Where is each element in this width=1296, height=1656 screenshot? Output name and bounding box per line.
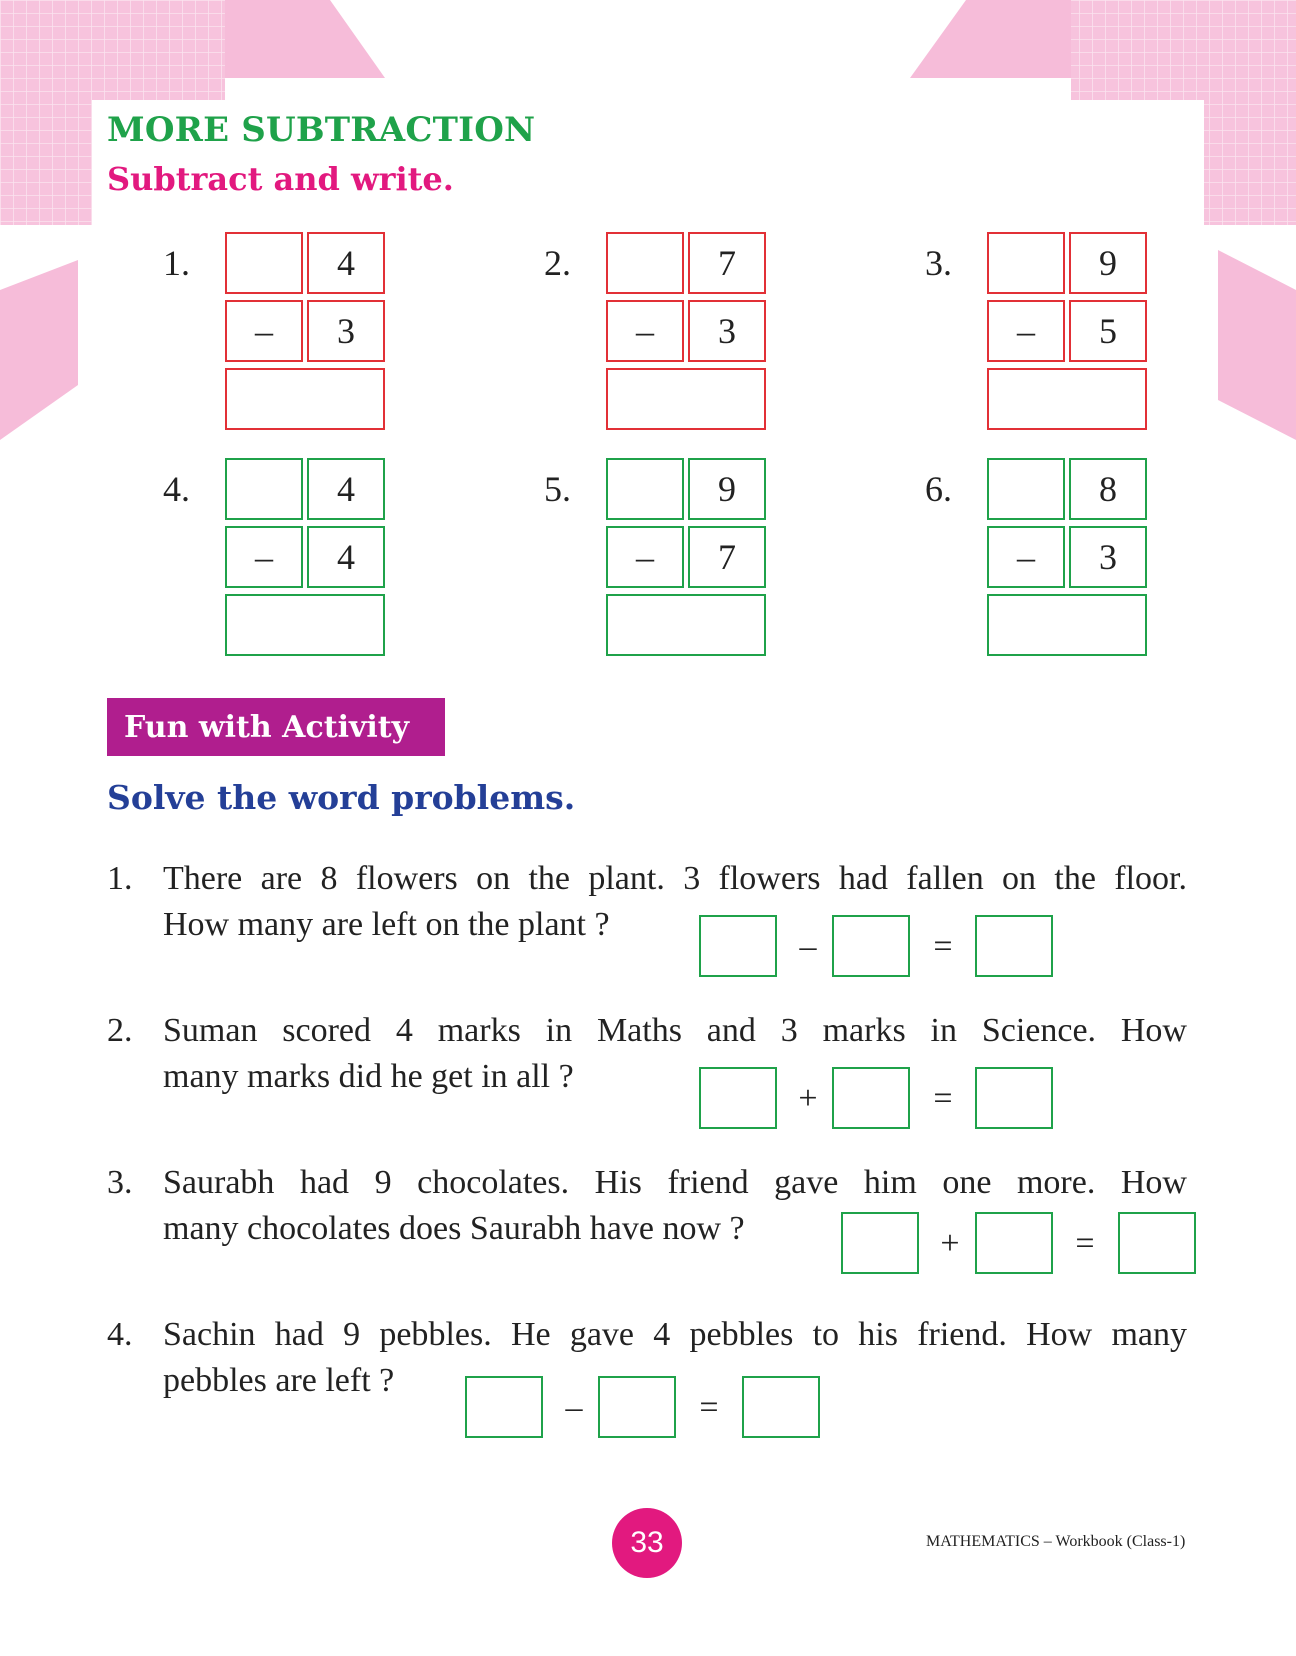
right-slant-shape	[1218, 250, 1296, 440]
answer-box-tens[interactable]	[987, 232, 1065, 294]
equals-sign: =	[1075, 1225, 1095, 1262]
operator-cell: –	[606, 526, 684, 588]
answer-box-result[interactable]	[975, 915, 1053, 977]
bottom-digit: 5	[1069, 300, 1147, 362]
operator-cell: –	[987, 300, 1065, 362]
answer-box-tens[interactable]	[225, 232, 303, 294]
answer-box-second[interactable]	[975, 1212, 1053, 1274]
word-problem-text: Sachin had 9 pebbles. He gave 4 pebbles to his friend. How many	[163, 1316, 1187, 1353]
operator-cell: –	[606, 300, 684, 362]
answer-box[interactable]	[606, 368, 766, 430]
operator-sign: –	[565, 1389, 583, 1426]
answer-box[interactable]	[225, 594, 385, 656]
word-problem-text: Saurabh had 9 chocolates. His friend gave him one more. How	[163, 1164, 1187, 1201]
answer-box-first[interactable]	[699, 915, 777, 977]
activity-banner-label: Fun with Activity	[124, 709, 410, 745]
answer-box[interactable]	[606, 594, 766, 656]
top-digit: 4	[307, 458, 385, 520]
word-problem-question: How many are left on the plant ?	[163, 906, 610, 943]
word-problem-number: 1.	[107, 860, 133, 897]
top-digit: 7	[688, 232, 766, 294]
right-grid-side	[1204, 90, 1296, 225]
answer-box-first[interactable]	[841, 1212, 919, 1274]
bottom-digit: 3	[688, 300, 766, 362]
top-digit: 8	[1069, 458, 1147, 520]
problem-number: 5.	[544, 469, 571, 509]
word-problem-question: many chocolates does Saurabh have now ?	[163, 1210, 745, 1247]
left-slant-shape	[0, 260, 78, 440]
word-problem-number: 2.	[107, 1012, 133, 1049]
answer-box[interactable]	[987, 368, 1147, 430]
word-problem-text: There are 8 flowers on the plant. 3 flowers had fallen on the floor.	[163, 860, 1187, 897]
answer-box-tens[interactable]	[606, 458, 684, 520]
page-number: 33	[630, 1526, 664, 1559]
book-title-footer: MATHEMATICS – Workbook (Class-1)	[926, 1533, 1186, 1550]
word-problems-instruction: Solve the word problems.	[107, 778, 576, 817]
top-digit: 9	[688, 458, 766, 520]
operator-cell: –	[225, 300, 303, 362]
section-title: MORE SUBTRACTION	[107, 110, 536, 150]
operator-cell: –	[987, 526, 1065, 588]
page-number-badge	[612, 1508, 682, 1578]
left-grid-side	[0, 90, 92, 225]
problem-number: 6.	[925, 469, 952, 509]
word-problem-question: pebbles are left ?	[163, 1362, 395, 1399]
answer-box-second[interactable]	[598, 1376, 676, 1438]
answer-box-result[interactable]	[742, 1376, 820, 1438]
equals-sign: =	[933, 1080, 953, 1117]
right-grid-top	[1071, 0, 1296, 100]
answer-box[interactable]	[225, 368, 385, 430]
problem-number: 1.	[163, 243, 190, 283]
answer-box-first[interactable]	[465, 1376, 543, 1438]
top-digit: 4	[307, 232, 385, 294]
word-problem-number: 4.	[107, 1316, 133, 1353]
operator-cell: –	[225, 526, 303, 588]
equals-sign: =	[933, 928, 953, 965]
left-grid-top	[0, 0, 225, 100]
answer-box-result[interactable]	[975, 1067, 1053, 1129]
bottom-digit: 3	[1069, 526, 1147, 588]
word-problem-question: many marks did he get in all ?	[163, 1058, 574, 1095]
bottom-digit: 4	[307, 526, 385, 588]
operator-sign: +	[940, 1225, 960, 1262]
word-problem-text: Suman scored 4 marks in Maths and 3 marks in Science. How	[163, 1012, 1187, 1049]
bottom-digit: 3	[307, 300, 385, 362]
word-problem-number: 3.	[107, 1164, 133, 1201]
problem-number: 3.	[925, 243, 952, 283]
equals-sign: =	[699, 1389, 719, 1426]
answer-box-tens[interactable]	[606, 232, 684, 294]
bottom-digit: 7	[688, 526, 766, 588]
answer-box-second[interactable]	[832, 915, 910, 977]
operator-sign: –	[799, 928, 817, 965]
answer-box-result[interactable]	[1118, 1212, 1196, 1274]
answer-box-tens[interactable]	[225, 458, 303, 520]
activity-banner	[107, 698, 445, 756]
section-instruction: Subtract and write.	[107, 160, 454, 198]
problem-number: 2.	[544, 243, 571, 283]
top-digit: 9	[1069, 232, 1147, 294]
answer-box-second[interactable]	[832, 1067, 910, 1129]
answer-box-first[interactable]	[699, 1067, 777, 1129]
answer-box[interactable]	[987, 594, 1147, 656]
answer-box-tens[interactable]	[987, 458, 1065, 520]
operator-sign: +	[798, 1080, 818, 1117]
problem-number: 4.	[163, 469, 190, 509]
